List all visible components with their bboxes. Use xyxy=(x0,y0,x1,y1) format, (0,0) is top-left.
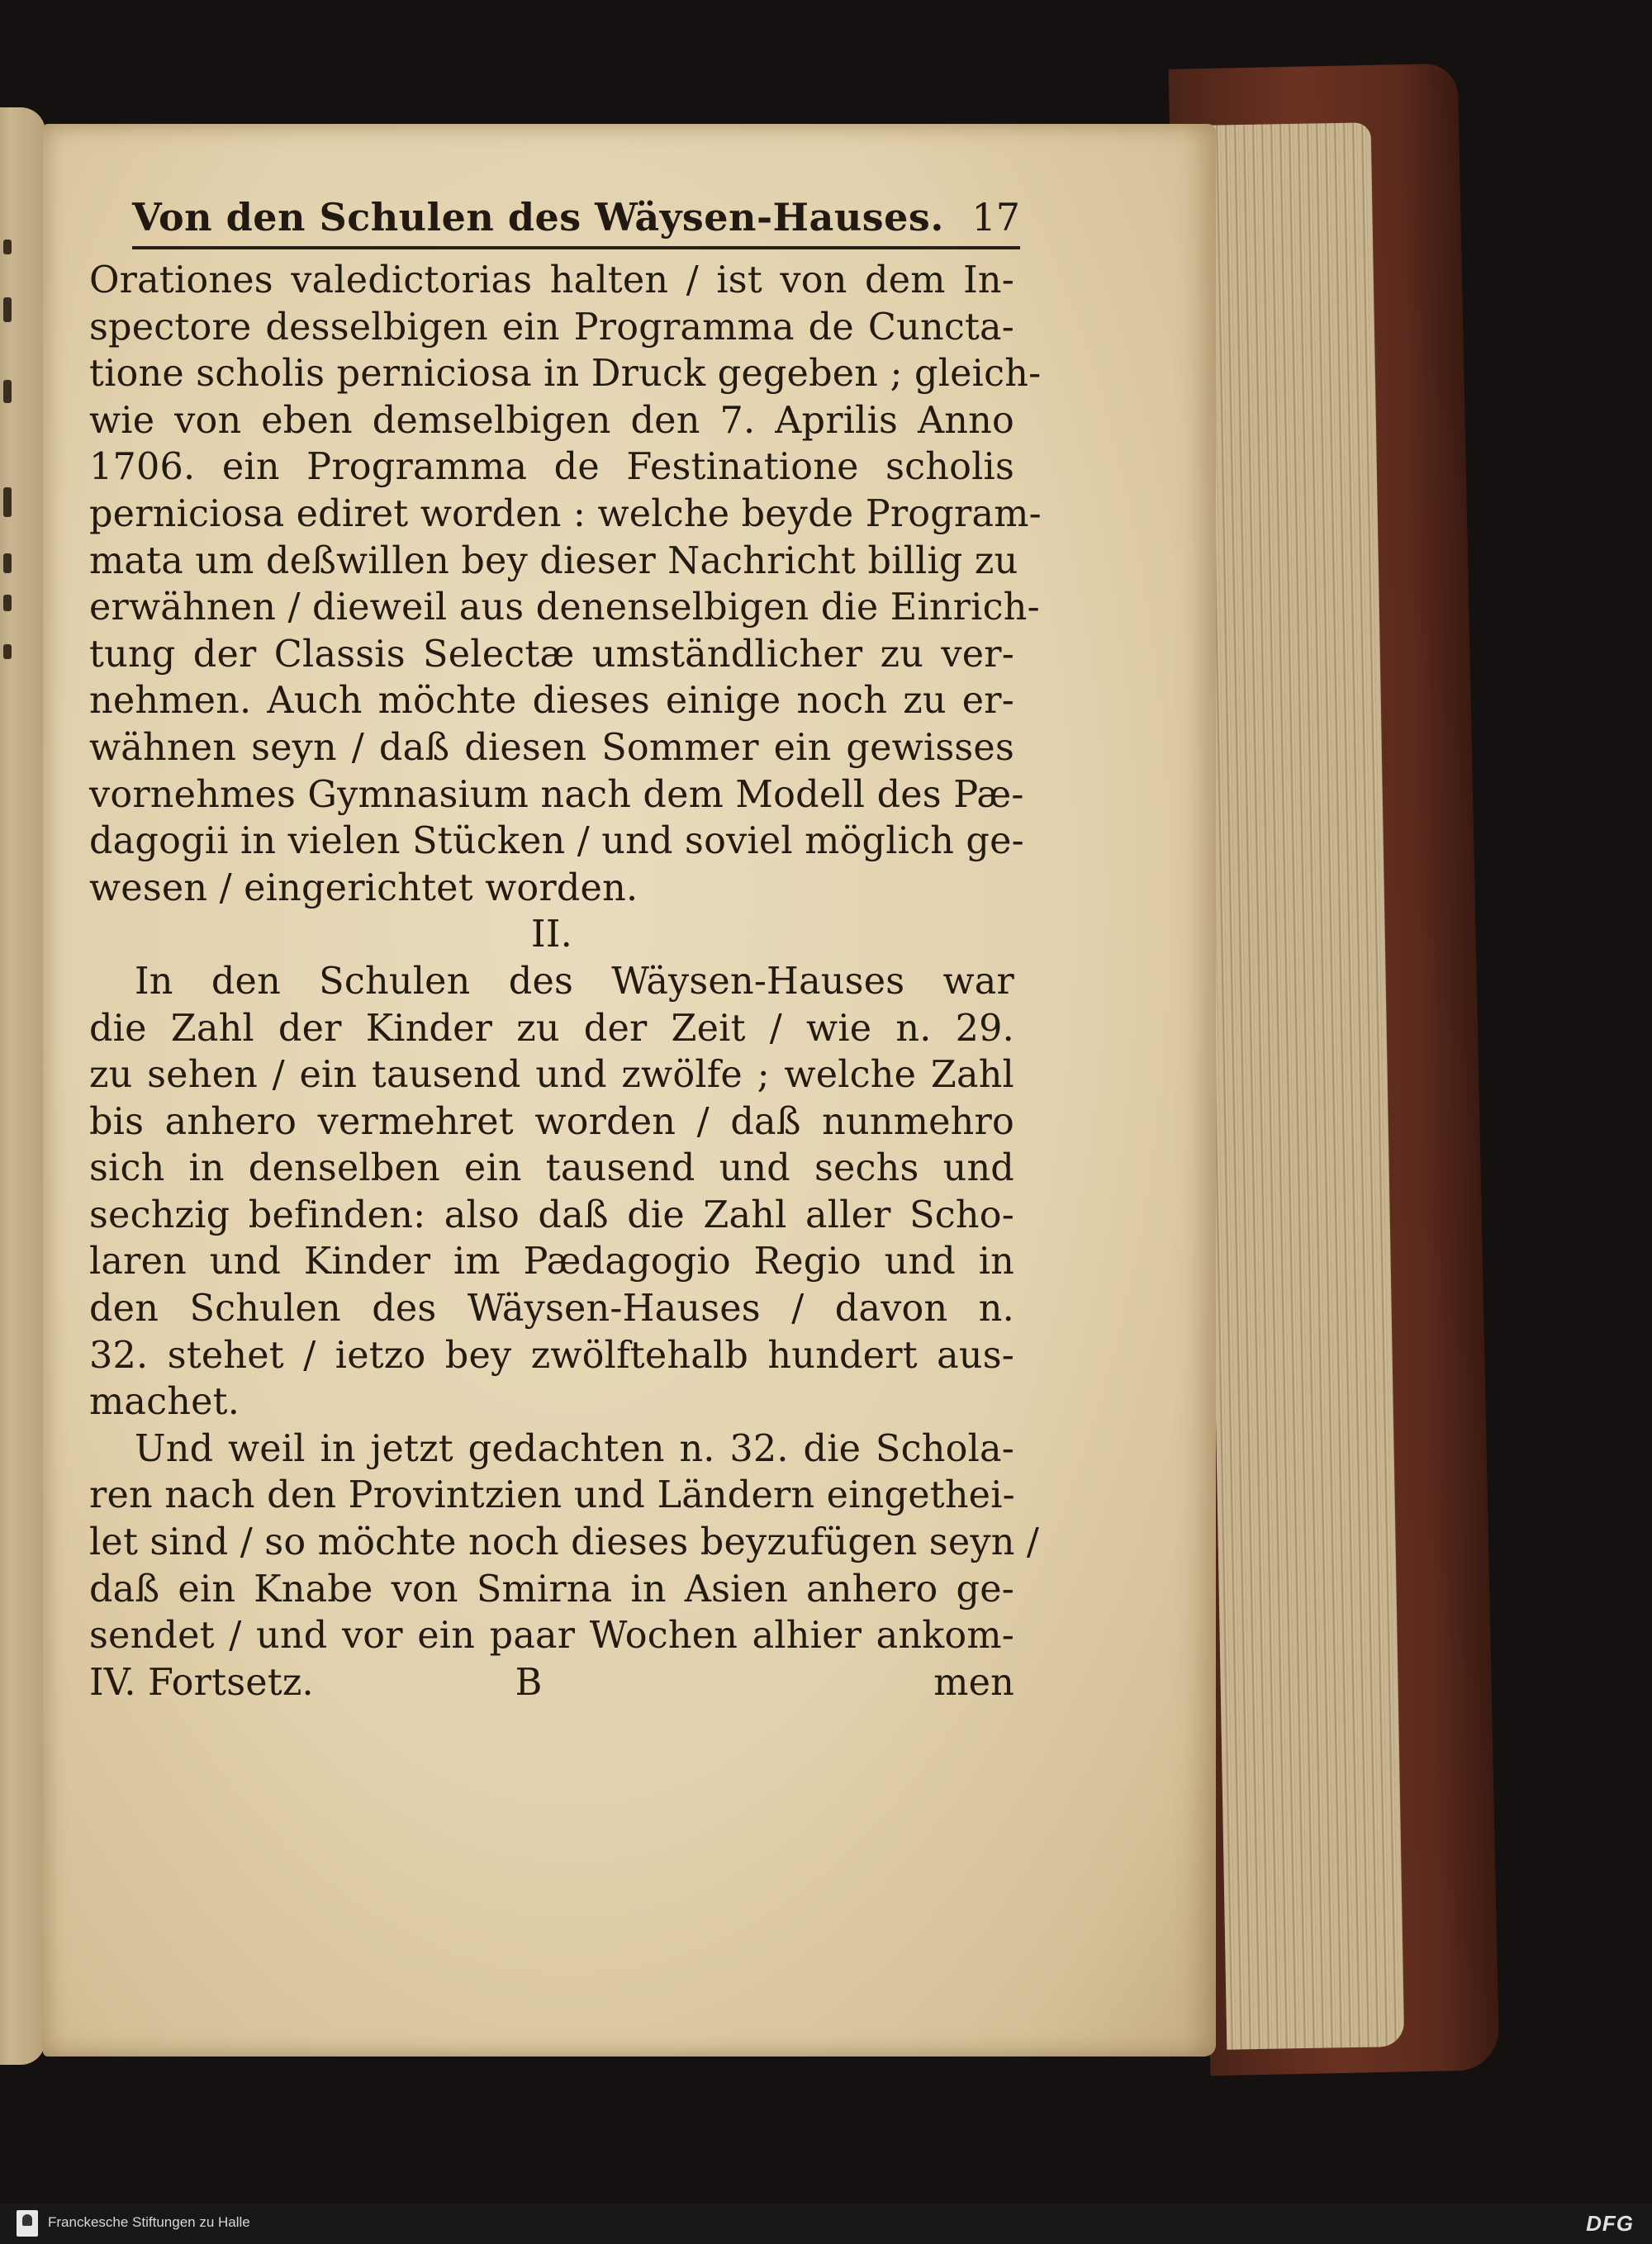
text-line: wesen / eingerichtet worden. xyxy=(89,866,638,909)
left-page-ink-mark xyxy=(3,380,12,403)
page-number: 17 xyxy=(971,195,1020,240)
text-line: bis anhero vermehret worden / daß nunmehro xyxy=(89,1100,1014,1143)
text-line: zu sehen / ein tausend und zwölfe ; welche Zahl xyxy=(89,1054,1014,1097)
institution-logo-icon xyxy=(17,2210,38,2237)
text-line: Orationes valedictorias halten / ist von dem In- xyxy=(89,259,1014,301)
text-line: sechzig befinden: also daß die Zahl aller Scho- xyxy=(89,1193,1014,1236)
viewer-footer-bar xyxy=(0,2204,1652,2244)
sheet-note: IV. Fortsetz. xyxy=(89,1661,314,1704)
text-line: sendet / und vor ein paar Wochen alhier ankom- xyxy=(89,1615,1014,1658)
running-header xyxy=(132,188,1020,249)
institution-name: Franckesche Stiftungen zu Halle xyxy=(48,2214,250,2230)
page-body xyxy=(89,258,1042,1706)
left-page-ink-mark xyxy=(3,553,12,573)
section-number: II. xyxy=(531,913,572,956)
text-line: die Zahl der Kinder zu der Zeit / wie n. 29. xyxy=(89,1007,1014,1050)
text-line: nehmen. Auch möchte dieses einige noch zu er- xyxy=(89,680,1014,723)
left-page-ink-mark xyxy=(3,644,12,659)
text-line: den Schulen des Wäysen-Hauses / davon n. xyxy=(89,1288,1014,1331)
catchword: men xyxy=(933,1661,1014,1704)
text-line: wie von eben demselbigen den 7. Aprilis Anno xyxy=(89,399,1014,442)
text-line: daß ein Knabe von Smirna in Asien anhero ge- xyxy=(89,1568,1014,1611)
text-line: 1706. ein Programma de Festinatione scholis xyxy=(89,446,1014,489)
left-page-ink-mark xyxy=(3,595,12,611)
text-line: erwähnen / dieweil aus denenselbigen die Einrich- xyxy=(89,586,1040,629)
running-title: Von den Schulen des Wäysen-Hauses. xyxy=(132,195,944,240)
text-line: laren und Kinder im Pædagogio Regio und in xyxy=(89,1241,1014,1283)
text-line: dagogii in vielen Stücken / und soviel möglich ge- xyxy=(89,820,1024,863)
text-line: ren nach den Provintzien und Ländern eingethei- xyxy=(89,1474,1015,1517)
text-line: let sind / so möchte noch dieses beyzufügen seyn / xyxy=(89,1521,1040,1564)
left-page-ink-mark xyxy=(3,240,12,254)
text-line: mata um deßwillen bey dieser Nachricht billig zu xyxy=(89,539,1018,582)
text-line: perniciosa ediret worden : welche beyde Program- xyxy=(89,492,1042,535)
left-page-ink-mark xyxy=(3,487,12,517)
left-page-edge xyxy=(0,107,45,2065)
text-line: tione scholis perniciosa in Druck gegeben ; gleich- xyxy=(89,353,1042,396)
dfg-logo: DFG xyxy=(1586,2211,1634,2236)
text-line: sich in denselben ein tausend und sechs und xyxy=(89,1147,1014,1190)
page-footer-line xyxy=(89,1660,1014,1707)
text-line: Und weil in jetzt gedachten n. 32. die Schola- xyxy=(135,1427,1014,1470)
text-line: tung der Classis Selectæ umständlicher zu ver- xyxy=(89,633,1014,676)
text-line: In den Schulen des Wäysen-Hauses war xyxy=(135,960,1014,1003)
text-line: wähnen seyn / daß diesen Sommer ein gewisses xyxy=(89,726,1014,769)
text-line: machet. xyxy=(89,1381,240,1424)
left-page-ink-mark xyxy=(3,297,12,322)
page-fore-edge xyxy=(1194,122,1405,2049)
text-line: spectore desselbigen ein Programma de Cuncta- xyxy=(89,306,1014,349)
signature-mark: B xyxy=(515,1661,543,1704)
text-line: 32. stehet / ietzo bey zwölftehalb hundert aus- xyxy=(89,1334,1014,1377)
text-line: vornehmes Gymnasium nach dem Modell des Pæ- xyxy=(89,773,1024,816)
